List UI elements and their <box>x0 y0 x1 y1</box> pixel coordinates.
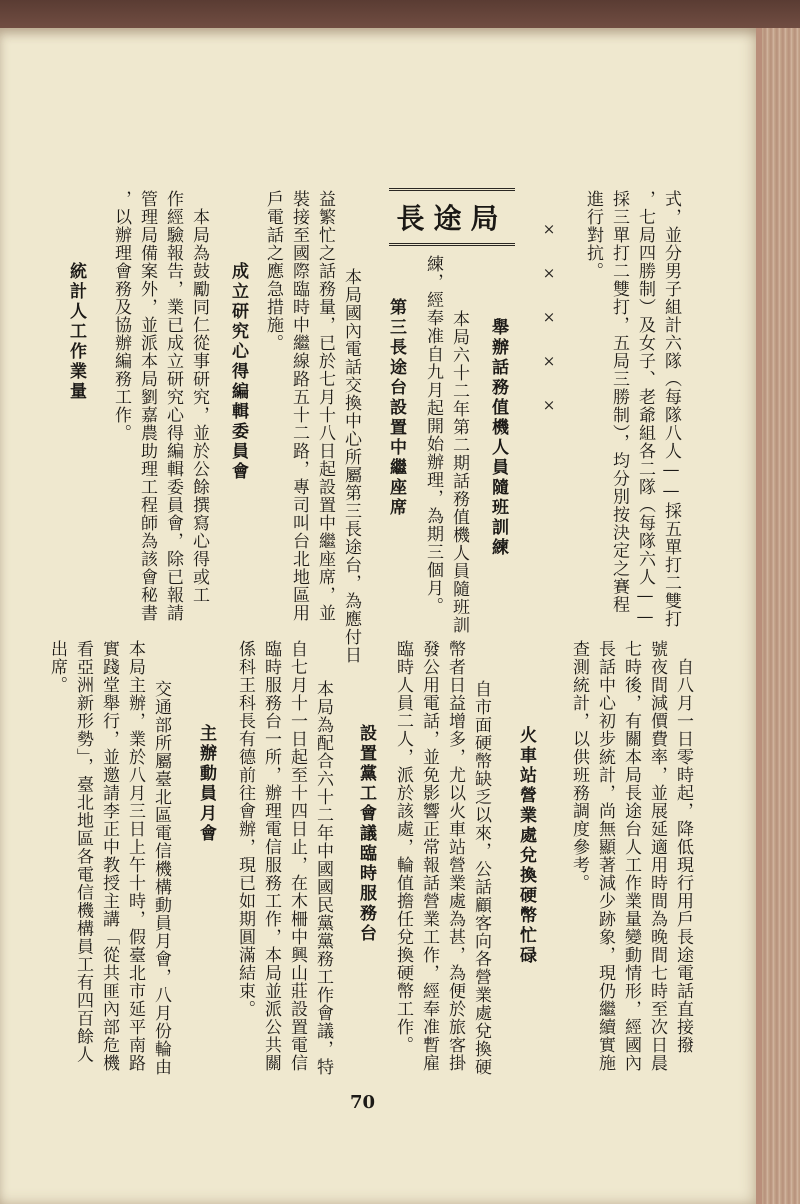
continuation-line-3: 採三單打二雙打，五局三勝制），均分別按決定之賽程 <box>609 190 629 614</box>
section-separator: ××××× <box>540 220 558 440</box>
article-monthly-meeting-line-1: 交通部所屬臺北區電信機構動員月會，八月份輪由 <box>151 662 171 1076</box>
article-statistics-line-3: 七時後，有關本局長途台人工作業量變動情形，經國內 <box>621 640 641 1072</box>
article-service-desk-line-4: 係科王科長有德前往會辦，現已如期圓滿結束。 <box>235 640 255 1018</box>
article-service-desk-line-1: 本局為配合六十二年中國國民黨黨務工作會議，特 <box>313 662 333 1076</box>
article-monthly-meeting-line-2: 本局主辦，業於八月三日上午十時，假臺北市延平南路 <box>125 640 145 1072</box>
article-service-desk-line-3: 臨時服務台一所，辦理電信服務工作，本局並派公共關 <box>261 640 281 1072</box>
article-service-desk-line-2: 自七月十一日起至十四日止，在木柵中興山莊設置電信 <box>287 640 307 1072</box>
article-coins-line-1: 自市面硬幣缺乏以來，公話顧客向各營業處兌換硬 <box>471 662 491 1076</box>
section-title: 長途局 <box>396 202 508 235</box>
article-monthly-meeting-line-3: 實踐堂舉行，並邀請李正中教授主講「從共匪內部危機 <box>99 640 119 1072</box>
article-committee-line-1: 本局為鼓勵同仁從事研究，並於公餘撰寫心得或工 <box>189 190 209 604</box>
article-coins-line-2: 幣者日益增多，尤以火車站營業處為甚，為便於旅客掛 <box>445 640 465 1072</box>
article-heading-coins: 火車站營業處兌換硬幣忙碌 <box>516 726 536 966</box>
book-spine <box>762 28 800 1204</box>
article-committee-line-3: 管理局備案外，並派本局劉嘉農助理工程師為該會秘書 <box>137 190 157 622</box>
article-committee-line-4: ，以辦理會務及協辦編務工作。 <box>111 190 131 442</box>
article-statistics-line-4: 長話中心初步統計，尚無顯著減少跡象，現仍繼續實施 <box>595 640 615 1072</box>
article-heading-training: 舉辦話務值機人員隨班訓練 <box>488 318 508 558</box>
article-coins-line-3: 發公用電話，並免影響正常報話營業工作，經奉准暫雇 <box>419 640 439 1072</box>
article-statistics-line-1: 自八月一日零時起，降低現行用戶長途電話直接撥 <box>673 640 693 1054</box>
page-number: 70 <box>350 1092 376 1113</box>
section-title-box <box>389 188 515 246</box>
article-statistics-line-2: 號夜間減價費率，並展延適用時間為晚間七時至次日晨 <box>647 640 667 1072</box>
article-heading-service-desk: 設置黨工會議臨時服務台 <box>356 724 376 944</box>
article-relay-line-2: 益繁忙之話務量，已於七月十八日起設置中繼座席，並 <box>315 190 335 622</box>
article-heading-monthly-meeting: 主辦動員月會 <box>196 724 216 844</box>
article-relay-line-4: 戶電話之應急措施。 <box>263 190 283 352</box>
article-committee-line-2: 作經驗報告，業已成立研究心得編輯委員會，除已報請 <box>163 190 183 622</box>
article-statistics-line-5: 查測統計，以供班務調度參考。 <box>569 640 589 892</box>
article-coins-line-4: 臨時人員二人，派於該處，輪值擔任兌換硬幣工作。 <box>393 640 413 1054</box>
article-training-line-1: 本局六十二年第二期話務值機人員隨班訓 <box>449 292 469 634</box>
article-heading-relay: 第三長途台設置中繼座席 <box>386 298 406 518</box>
continuation-line-1: 式，並分男子組計六隊（每隊八人——採五單打二雙打 <box>661 190 681 628</box>
article-monthly-meeting-line-5: 出席。 <box>47 640 67 694</box>
article-heading-statistics: 統計人工作業量 <box>66 262 86 402</box>
article-monthly-meeting-line-4: 看亞洲新形勢」，臺北地區各電信機構員工有四百餘人 <box>73 640 93 1064</box>
continuation-line-2: ，七局四勝制）及女子、老爺組各二隊（每隊六人—— <box>635 190 655 628</box>
article-training-line-2: 練，經奉准自九月起開始辦理，為期三個月。 <box>423 255 443 615</box>
article-heading-committee: 成立研究心得編輯委員會 <box>228 262 248 482</box>
article-relay-line-1: 本局國內電話交換中心所屬第三長途台，為應付日 <box>341 250 361 664</box>
article-relay-line-3: 裝接至國際臨時中繼線路五十二路，專司叫台北地區用 <box>289 190 309 622</box>
continuation-line-4: 進行對抗。 <box>583 190 603 280</box>
